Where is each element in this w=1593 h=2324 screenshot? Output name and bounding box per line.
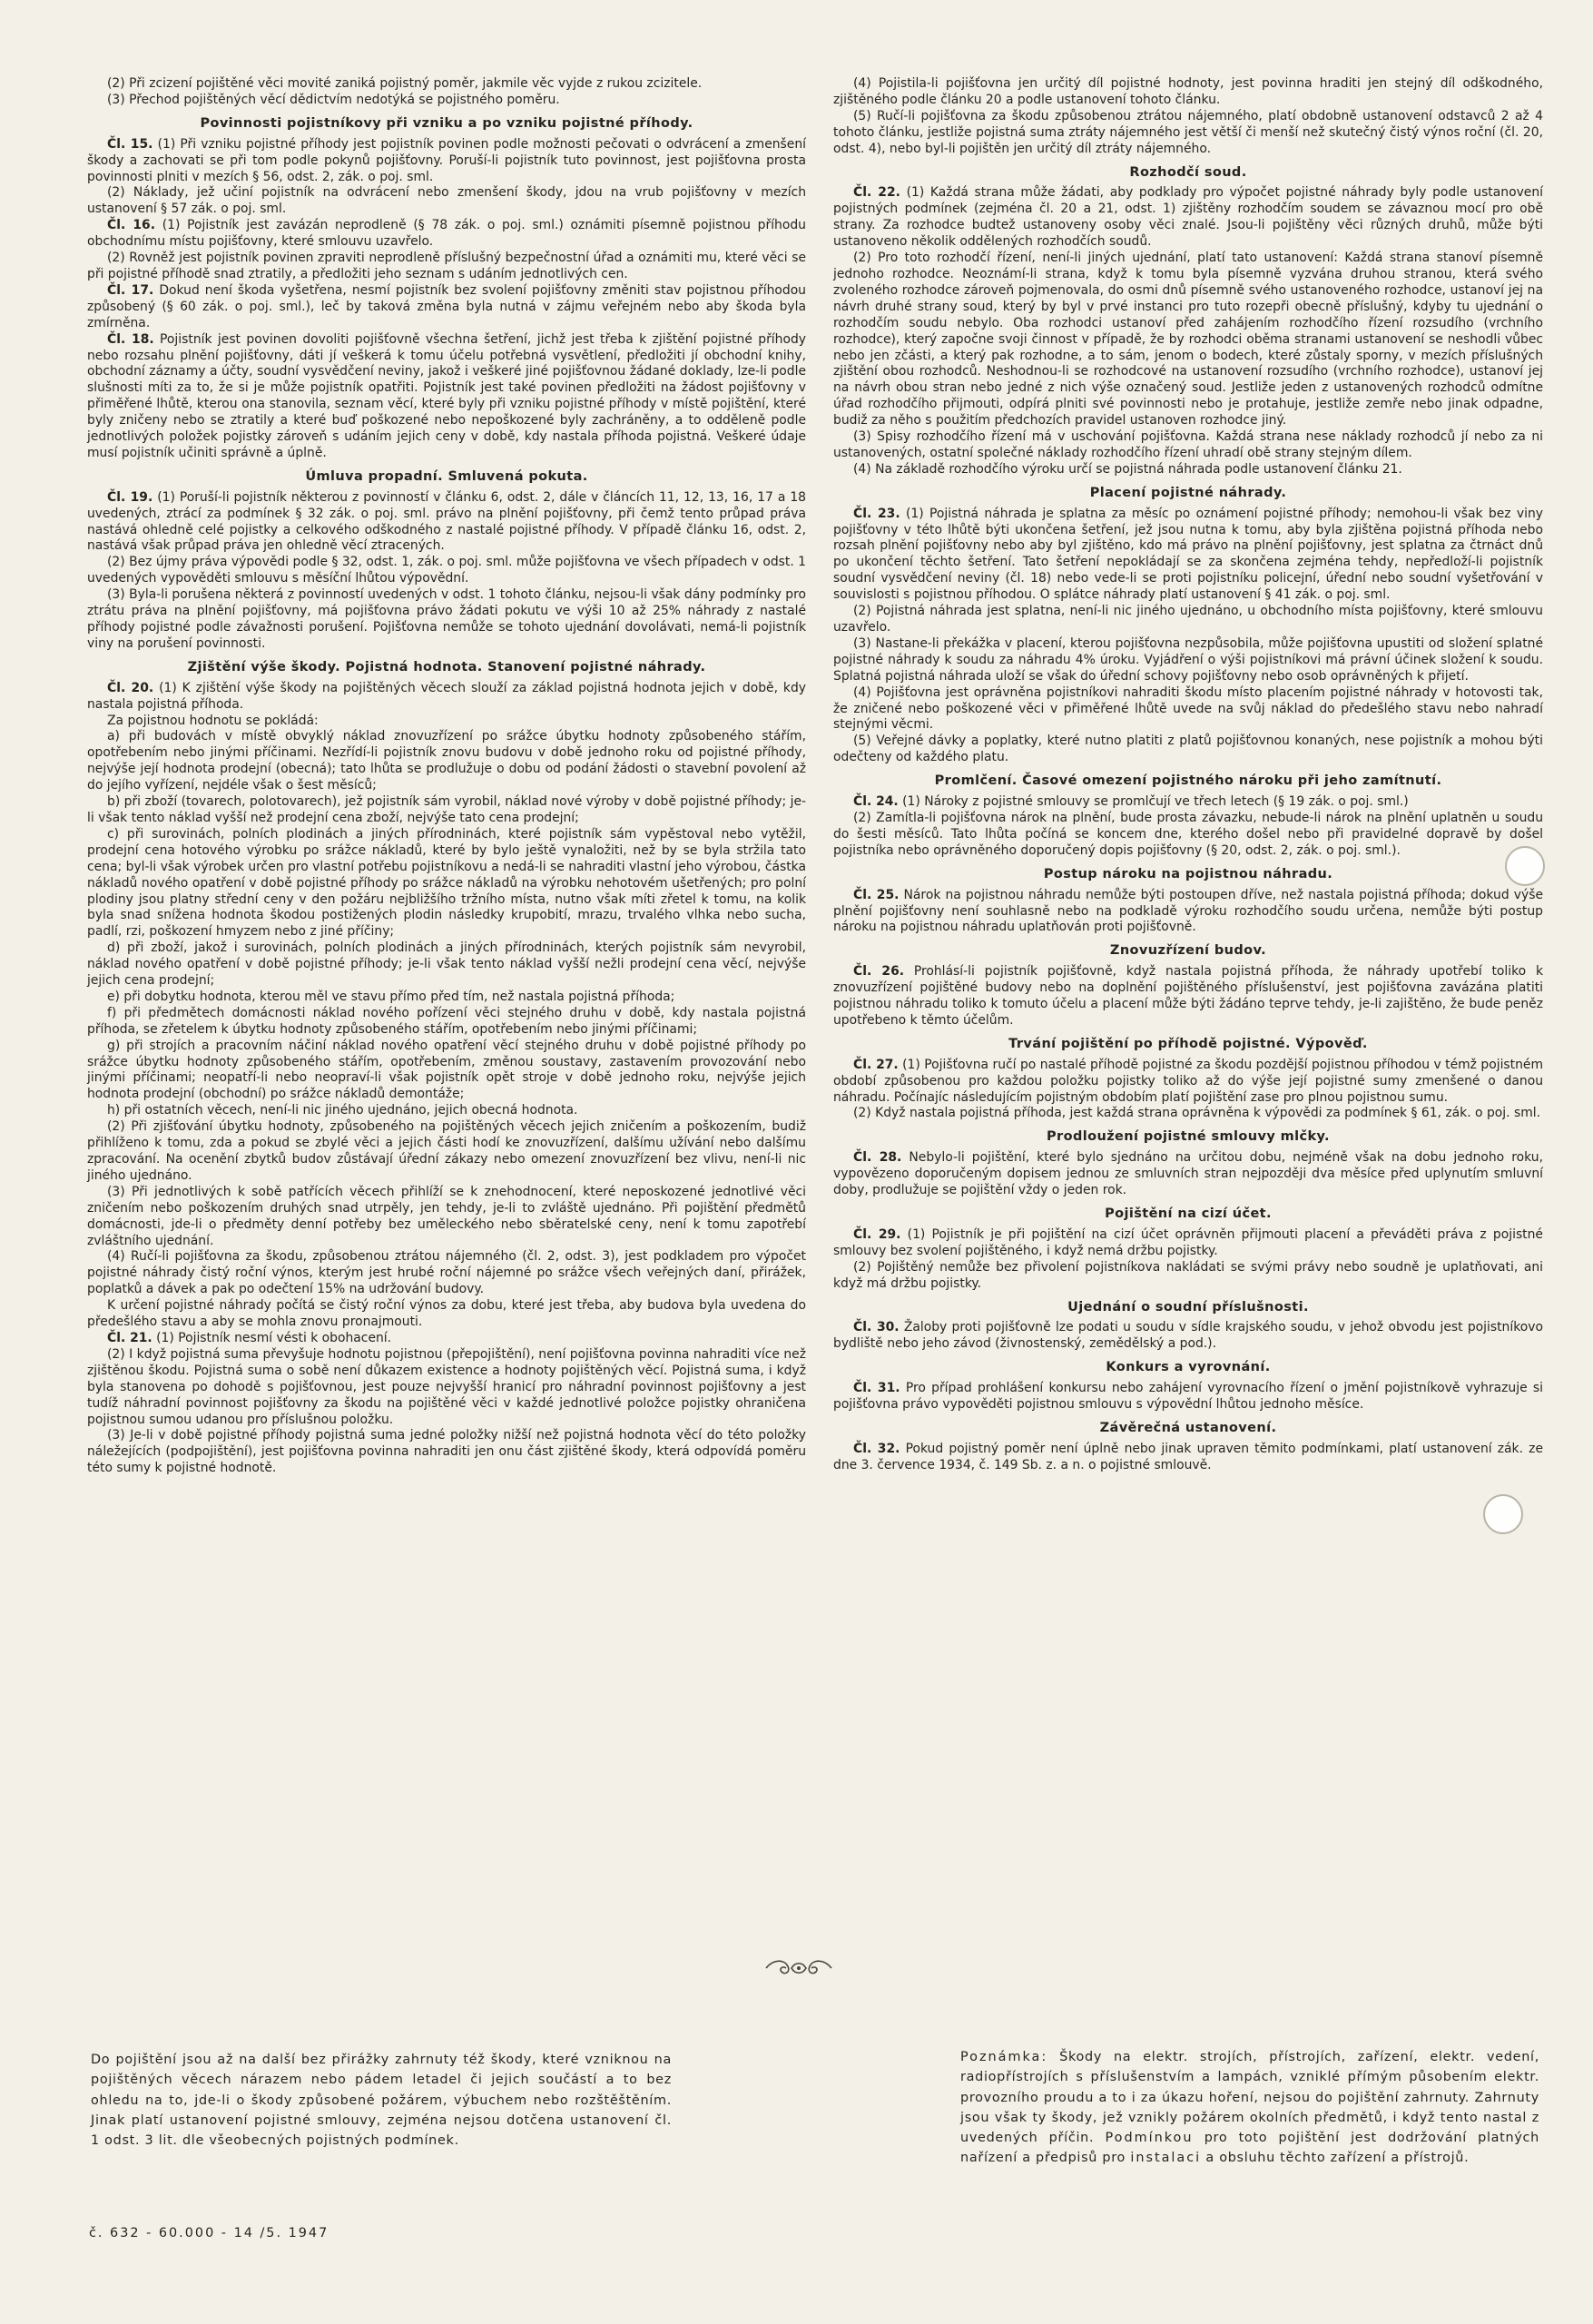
- article-number: Čl. 17.: [107, 282, 154, 298]
- article-paragraph: [833, 1381, 1543, 1413]
- paragraph: [87, 1119, 806, 1185]
- article-paragraph: [87, 218, 806, 251]
- article-paragraph: [833, 1227, 1543, 1260]
- paragraph-text: (1) Pojistník je při pojištění na cizí účet oprávněn přijmouti placení a převáděti práva z pojistné smlouvy bez svolení pojištěného, i když nemá držbu pojistky.: [833, 1226, 1543, 1258]
- section-heading: Pojištění na cizí účet.: [1105, 1206, 1272, 1221]
- paragraph-text: Nebylo-li pojištění, které bylo sjednáno na určitou dobu, nejméně však na dobu jednoho roku, vypovězeno doporučeným dopisem jednou ze smluvních stran nejpozději dva měsíce před uplynutím smluvní doby, prodlužuje se pojištění vždy o jeden rok.: [833, 1150, 1543, 1198]
- paragraph: [87, 1039, 806, 1104]
- article-paragraph: [833, 888, 1543, 937]
- paragraph: [833, 1260, 1543, 1293]
- paragraph-text: (5) Ručí-li pojišťovna za škodu způsobenou ztrátou nájemného, platí obdobně ustanovení odstavců 2 až 4 tohoto článku, jestliže pojistná suma ztráty nájemného jest větší či menší než skutečný čistý výnos roční (čl. 20, odst. 4), nebo byl-li pojištěn jen určitý díl ztráty nájemného.: [833, 108, 1543, 156]
- punch-hole-upper: [1505, 846, 1545, 886]
- paragraph-text: (1) K zjištění výše škody na pojištěných věcech slouží za základ pojistná hodnota jejich v době, kdy nastala pojistná příhoda.: [87, 680, 806, 712]
- paragraph: [87, 714, 806, 730]
- paragraph-text: (4) Na základě rozhodčího výroku určí se pojistná náhrada podle ustanovení článku 21.: [853, 461, 1402, 477]
- paragraph-text: (2) Náklady, jež učiní pojistník na odvrácení nebo zmenšení škody, jdou na vrub pojišťovny v mezích ustanovení § 57 zák. o poj. sml.: [87, 185, 806, 217]
- article-paragraph: [833, 1150, 1543, 1199]
- paragraph: [833, 636, 1543, 685]
- article-number: Čl. 16.: [107, 218, 155, 233]
- paragraph-text: (4) Ručí-li pojišťovna za škodu, způsobenou ztrátou nájemného (čl. 2, odst. 3), jest podkladem pro výpočet pojistné náhrady čistý roční výnos, kterým jest hrubé roční nájemné po srážce všech veřejných daní, přirážek, poplatků a dávek a pak po odečtení 15% na udržování budovy.: [87, 1249, 806, 1297]
- article-paragraph: [87, 1331, 806, 1347]
- paragraph-text: (3) Byla-li porušena některá z povinností uvedených v odst. 1 tohoto článku, nejsou-li však dány podmínky pro ztrátu práva na plnění pojišťovny, má pojišťovna právo žádati pokutu ve výši 10 až 25% náhrady z nastalé příhody pojistné podle závažnosti porušení. Pojišťovna nemůže se tohoto ujednání dovolávati, nemá-li pojistník viny na porušení povinnosti.: [87, 587, 806, 651]
- paragraph: [833, 604, 1543, 636]
- paragraph-text: (3) Nastane-li překážka v placení, kterou pojišťovna nezpůsobila, může pojišťovna upustiti od složení splatné pojistné náhrady k soudu za náhradu 4% úroku. Vyjádření o výši pojistníkovi má právní účinek složení k soudu. Splatná pojistná náhrada uloží se však do úřední schovy pojišťovny nebo osob oprávněných k přijetí.: [833, 635, 1543, 684]
- article-paragraph: [833, 794, 1543, 811]
- note-condition-label: Podmínkou: [1105, 2131, 1194, 2146]
- section-heading: Prodloužení pojistné smlouvy mlčky.: [1047, 1129, 1330, 1145]
- paragraph-text: (1) Pojistník jest zavázán neprodleně (§ 78 zák. o poj. sml.) oznámiti písemně pojistnou příhodu obchodnímu místu pojišťovny, které smlouvu uzavřelo.: [87, 218, 806, 250]
- article-paragraph: [833, 507, 1543, 604]
- paragraph: [87, 990, 806, 1006]
- paragraph: [87, 794, 806, 827]
- paragraph: [87, 1185, 806, 1250]
- article-paragraph: [833, 185, 1543, 251]
- article-number: Čl. 28.: [853, 1150, 902, 1166]
- section-heading: Znovuzřízení budov.: [1109, 943, 1267, 959]
- note-installation-label: instalaci: [1130, 2151, 1202, 2166]
- print-code: č. 632 - 60.000 - 14 /5. 1947: [89, 2226, 329, 2240]
- paragraph-text: (3) Přechod pojištěných věcí dědictvím nedotýká se pojistného poměru.: [107, 92, 560, 107]
- paragraph: [87, 827, 806, 940]
- paragraph-text: (4) Pojišťovna jest oprávněna pojistníkovi nahraditi škodu místo placením pojistné náhrady v hotovosti tak, že zničené nebo poškozené věci v přiměřené lhůtě uvede na svůj náklad do předešlého stavu nebo nahradí stejnými věcmi.: [833, 684, 1543, 733]
- paragraph: [87, 1249, 806, 1298]
- left-text-column: [87, 76, 806, 1477]
- paragraph-text: (2) Zamítla-li pojišťovna nárok na plnění, bude prosta závazku, nebude-li nárok na plnění uplatněn u soudu do šesti měsíců. Tato lhůta počíná se koncem dne, kterého došel nebo při pravidelné dopravě by došel pojistníka nebo oprávněného doporučený dopis pojišťovny (§ 20, odst. 2, zák. o poj. sml.).: [833, 810, 1543, 858]
- paragraph-text: (1) Pojišťovna ručí po nastalé příhodě pojistné za škodu pozdější pojistnou příhodou v témž pojistném období způsobenou pro každou položku pojistky toliko až do výše její pojistné sumy zmenšené o danou náhradu. Počínajíc následujícím pojistným obdobím platí pojištění zase pro plnou pojistnou sumu.: [833, 1057, 1543, 1105]
- paragraph: [87, 1347, 806, 1429]
- section-heading: Závěrečná ustanovení.: [1099, 1420, 1277, 1435]
- paragraph-text: h) při ostatních věcech, není-li nic jiného ujednáno, jejich obecná hodnota.: [107, 1103, 578, 1118]
- punch-hole-lower: [1483, 1494, 1523, 1534]
- paragraph-text: (1) Pojistník nesmí vésti k obohacení.: [156, 1330, 392, 1345]
- paragraph-text: c) při surovinách, polních plodinách a jiných přírodninách, které pojistník sám vypěstoval nebo vytěžil, prodejní cena hotového výrobku po srážce nákladů, které by bylo ještě vynaložiti, než by se byla stržila tato cena; byl-li však výrobek určen pro vlastní potřebu pojistníkovu a nedá-li se nahraditi vlastní jeho výrobou, částka nákladů nového opatření v době pojistné příhody po srážce nákladů na výrobku nehotovém ušetřených; pro polní plodiny jsou platny střední ceny v den požáru nejbližšího tržního místa, nutno však míti zřetel k tomu, na kolik byla snad snížena hodnota škodou postižených plodin následky krupobití, mrazu, trvalého vlhka nebo sucha, padlí, rzi, poškození hmyzem nebo z jiné příčiny;: [87, 826, 806, 940]
- paragraph-text: (2) Pojištěný nemůže bez přivolení pojistníkova nakládati se svými právy nebo soudně je uplatňovati, ani když má držbu pojistky.: [833, 1259, 1543, 1291]
- section-heading: Trvání pojištění po příhodě pojistné. Výpověď.: [1008, 1036, 1368, 1051]
- paragraph-text: (1) Poruší-li pojistník některou z povinností v článku 6, odst. 2, dále v článcích 11, 12, 13, 16, 17 a 18 uvedených, ztrácí za podmínek § 32 zák. o poj. sml. právo na plnění pojišťovny, při čemž tento průpad práva nastává ohledně celé pojistky a celkového odškodného z nastalé pojistné příhody. V případě článku 16, odst. 2, nastává však průpad práva jen ohledně věcí ztracených.: [87, 489, 806, 554]
- article-paragraph: [87, 137, 806, 186]
- paragraph-text: (1) Každá strana může žádati, aby podklady pro výpočet pojistné náhrady byly podle ustanovení pojistných podmínek (zejména čl. 20 a 21, odst. 1) zjištěny rozhodčím soudem se závaznou mocí pro obě strany. Za rozhodce budtež ustanoveny osoby věci znalé. Jsou-li pojištěny věci různých druhů, může býti ustanoveno několik oddělených rozhodčích soudů.: [833, 185, 1543, 250]
- paragraph-text: Za pojistnou hodnotu se pokládá:: [107, 713, 319, 728]
- article-number: Čl. 15.: [107, 136, 153, 152]
- paragraph-text: Žaloby proti pojišťovně lze podati u soudu v sídle krajského soudu, v jehož obvodu jest pojistníkovo bydliště nebo jeho závod (živnostenský, zemědělský a pod.).: [833, 1320, 1543, 1352]
- paragraph: [833, 811, 1543, 860]
- paragraph: [87, 185, 806, 218]
- paragraph: [87, 1428, 806, 1477]
- article-number: Čl. 31.: [853, 1381, 900, 1396]
- paragraph-text: (2) Při zjišťování úbytku hodnoty, způsobeného na pojištěných věcech jejich zničením a poškozením, budiž přihlíženo k tomu, zda a pokud se zbylé věci a jejich části hodí ke znovuzřízení, dalšímu užívání nebo dalšímu zpracování. Na ocenění zbytků budov zůstávají úřední zákazy nebo omezení znovuzřízení bez vlivu, není-li nic jiného ujednáno.: [87, 1119, 806, 1183]
- article-number: Čl. 24.: [853, 794, 899, 810]
- aircraft-damage-note: Do pojištění jsou až na další bez přirážky zahrnuty též škody, které vzniknou na pojištěných věcech nárazem nebo pádem letadel či jejich součástí a to bez ohledu na to, jde-li o škody způsobené požárem, výbuchem nebo rozštěštěním. Jinak platí ustanovení pojistné smlouvy, zejména nejsou dotčena ustanovení čl. 1 odst. 3 lit. dle všeobecných pojistných podmínek.: [91, 2053, 672, 2149]
- paragraph: [87, 1103, 806, 1119]
- section-heading: Konkurs a vyrovnání.: [1106, 1360, 1271, 1375]
- paragraph-text: K určení pojistné náhrady počítá se čistý roční výnos za dobu, které jest třeba, aby budova byla uvedena do předešlého stavu a aby se mohla znovu pronajmouti.: [87, 1298, 806, 1330]
- paragraph-text: (5) Veřejné dávky a poplatky, které nutno platiti z platů pojišťovnou konaných, nese pojistník a mohou býti odečteny od každého platu.: [833, 734, 1543, 765]
- paragraph: [87, 555, 806, 587]
- article-paragraph: [833, 1442, 1543, 1474]
- paragraph-text: (2) Pojistná náhrada jest splatna, není-li nic jiného ujednáno, u obchodního místa pojišťovny, které smlouvu uzavřelo.: [833, 604, 1543, 635]
- article-paragraph: [87, 332, 806, 462]
- paragraph: [87, 940, 806, 990]
- paragraph-text: d) při zboží, jakož i surovinách, polních plodinách a jiných přírodninách, kterých pojistník sám nevyrobil, náklad nového opatření v době pojistné příhody; je-li však tento náklad vyšší nežli prodejní cena věcí, nejvýše jejich cena prodejní;: [87, 940, 806, 989]
- paragraph-text: (2) I když pojistná suma převyšuje hodnotu pojistnou (přepojištění), není pojišťovna povinna nahraditi více než zjištěnou škodu. Pojistná suma o sobě není důkazem existence a hodnoty pojištěných věcí. Pojistná suma, i když byla stanovena po dohodě s pojišťovnou, jest pouze nejvyšší hranicí pro náhradní povinnost pojišťovny a jest tudíž náhradní povinnost pojišťovny za škodu na pojištěné věci v každé jednotlivé položce pojistky ohraničena pojistnou sumou udanou pro příslušnou položku.: [87, 1346, 806, 1427]
- article-paragraph: [833, 1320, 1543, 1353]
- right-text-column: [833, 76, 1543, 1474]
- article-number: Čl. 21.: [107, 1330, 152, 1345]
- note-text: Škody na elektr. strojích, přístrojích, zařízení, elektr. vedení, radiopřístrojích s příslušenstvím a lampách, vzniklé přímým působením elektr. provozního proudu a to i za úkazu hoření, nejsou do pojištění zahrnuty. Zahrnuty jsou však ty škody, jež vznikly požárem okolních předmětů, i když tento nastal z uvedených příčin.: [960, 2050, 1539, 2146]
- article-paragraph: [87, 681, 806, 714]
- section-heading: Postup nároku na pojistnou náhradu.: [1043, 866, 1333, 881]
- article-number: Čl. 32.: [853, 1441, 900, 1456]
- article-number: Čl. 26.: [853, 964, 905, 980]
- paragraph-text: Pro případ prohlášení konkursu nebo zahájení vyrovnacího řízení o jmění pojistníkově vyhrazuje si pojišťovna právo vypověděti pojistnou smlouvu s výpovědní lhůtou jednoho měsíce.: [833, 1381, 1543, 1413]
- article-paragraph: [87, 283, 806, 332]
- paragraph-text: (2) Když nastala pojistná příhoda, jest každá strana oprávněna k výpovědi za podmínek § 61, zák. o poj. sml.: [853, 1106, 1541, 1121]
- paragraph-text: Dokud není škoda vyšetřena, nesmí pojistník bez svolení pojišťovny změniti stav pojistnou příhodou způsobený (§ 60 zák. o poj. sml.), leč by taková změna byla nutná v zájmu veřejném nebo aby škoda byla zmírněna.: [87, 282, 806, 330]
- article-number: Čl. 23.: [853, 506, 900, 521]
- paragraph: [87, 587, 806, 653]
- paragraph: [87, 1006, 806, 1039]
- paragraph-text: (2) Rovněž jest pojistník povinen zpraviti neprodleně příslušný bezpečnostní úřad a oznámiti mu, které věci se při pojistné příhodě snad ztratily, a předložiti jeho seznam s udáním jednotlivých cen.: [87, 251, 806, 281]
- note-installation-text: a obsluhu těchto zařízení a přístrojů.: [1205, 2151, 1470, 2166]
- ornament-flourish-icon: [761, 1954, 837, 1983]
- section-heading: Ujednání o soudní příslušnosti.: [1067, 1299, 1309, 1315]
- paragraph: [87, 729, 806, 794]
- article-number: Čl. 20.: [107, 680, 154, 695]
- note-condition-text: pro toto pojištění jest dodržování platných nařízení a předpisů pro: [960, 2131, 1539, 2166]
- paragraph: [87, 1298, 806, 1331]
- article-paragraph: [87, 490, 806, 556]
- paragraph: [833, 109, 1543, 158]
- paragraph: [87, 76, 806, 93]
- paragraph: [833, 734, 1543, 766]
- paragraph-text: (3) Je-li v době pojistné příhody pojistná suma jedné položky nižší než pojistná hodnota věcí do této položky náležejících (podpojištění), jest pojišťovna povinna nahraditi jen onu část zjištěné škody, která odpovídá poměru této sumy k pojistné hodnotě.: [87, 1428, 806, 1476]
- paragraph: [87, 251, 806, 283]
- article-number: Čl. 27.: [853, 1057, 899, 1072]
- article-paragraph: [833, 1058, 1543, 1107]
- section-heading: Povinnosti pojistníkovy při vzniku a po vzniku pojistné příhody.: [200, 115, 693, 131]
- paragraph-text: f) při předmětech domácnosti náklad nového pořízení věci stejného druhu v době, kdy nastala pojistná příhoda, se zřetelem k úbytku hodnoty způsobeného stářím, opotřebením nebo jinými příčinami;: [87, 1005, 806, 1037]
- article-number: Čl. 22.: [853, 185, 900, 201]
- paragraph-text: Prohlásí-li pojistník pojišťovně, když nastala pojistná příhoda, že náhrady upotřebí toliko k znovuzřízení pojištěné budovy nebo na doplnění pojištěného příslušenství, jest pojišťovna zavázána platiti pojistnou náhradu toliko k tomuto účelu a placení může býti žádáno teprve tehdy, je-li zajištěno, že bude peněz upotřebeno k těmto účelům.: [833, 964, 1544, 1028]
- paragraph-text: e) při dobytku hodnota, kterou měl ve stavu přímo před tím, než nastala pojistná příhoda;: [107, 989, 675, 1004]
- section-heading: Zjištění výše škody. Pojistná hodnota. Stanovení pojistné náhrady.: [187, 659, 706, 675]
- section-heading: Placení pojistné náhrady.: [1089, 485, 1287, 500]
- paragraph-text: (3) Při jednotlivých k sobě patřících věcech přihlíží se k znehodnocení, které neposkozené jednotlivé věci zničením nebo poškozením druhých snad utrpěly, jen tehdy, je-li to zvláště ujednáno. Při pojištění předmětů domácnosti, jde-li o předměty denní potřeby bez uměleckého nebo sběratelské ceny, není k tomu zapotřebí zvláštního ujednání.: [87, 1184, 806, 1248]
- article-number: Čl. 29.: [853, 1226, 901, 1242]
- paragraph-text: (2) Bez újmy práva výpovědi podle § 32, odst. 1, zák. o poj. sml. může pojišťovna ve všech případech v odst. 1 uvedených vypověděti smlouvu s měsíční lhůtou výpovědní.: [87, 555, 806, 586]
- paragraph-text: (1) Pojistná náhrada je splatna za měsíc po oznámení pojistné příhody; nemohou-li však bez viny pojišťovny v této lhůtě býti ukončena šetření, jež jsou nutna k tomu, aby byla zjištěna pojistná příhoda nebo rozsah plnění pojišťovny nebo aby byl zjištěno, kdo má právo na plnění pojišťovny, jest splatna za čtrnáct dnů po ukončení těchto šetření. Tato šetření nepokládají se za skončena zejména tehdy, nepředloží-li pojistník soudní vysvědčení neviny (čl. 18) nebo vede-li se proti pojistníku policejní, úřední nebo soudní vyšetřování v souvislosti s pojistnou příhodou. O splátce náhrady platí ustanovení § 41 zák. o poj. sml.: [833, 506, 1543, 603]
- article-number: Čl. 18.: [107, 331, 154, 347]
- paragraph-text: (2) Při zcizení pojištěné věci movité zaniká pojistný poměr, jakmile věc vyjde z rukou zcizitele.: [107, 76, 703, 91]
- section-heading: Promlčení. Časové omezení pojistného nároku při jeho zamítnutí.: [934, 773, 1442, 789]
- paragraph-text: Pojistník jest povinen dovoliti pojišťovně všechna šetření, jichž jest třeba k zjištění pojistné příhody nebo rozsahu plnění pojišťovny, dáti jí veškerá k tomu účelu potřebná vysvětlení, předložiti jí obchodní knihy, obchodní záznamy a účty, soudní vysvědčení neviny, jakož i veškeré jiné pojišťovnou žádané doklady, lze-li podle slušnosti míti za to, že si je může pojistník opatřiti. Pojistník jest také povinen předložiti na žádost pojišťovny v přiměřené lhůtě, kterou ona stanovila, seznam věcí, které byly při vzniku pojistné příhody v místě pojištění, které byly zničeny nebo se ztratily a které buď poškozené nebo nepoškozené byly zachráněny, a to odděleně podle jednotlivých položek pojistky zároveň s udáním jejich ceny v době, kdy nastala příhoda pojistná. Veškeré údaje musí pojistník učiniti správně a úplně.: [87, 331, 806, 460]
- article-number: Čl. 19.: [107, 489, 153, 505]
- paragraph: [833, 685, 1543, 734]
- article-number: Čl. 25.: [853, 887, 900, 902]
- paragraph: [833, 462, 1543, 478]
- article-number: Čl. 30.: [853, 1320, 900, 1335]
- paragraph-text: a) při budovách v místě obvyklý náklad znovuzřízení po srážce úbytku hodnoty způsobeného stářím, opotřebením nebo jinými příčinami. Nezřídí-li pojistník znovu budovu v době jednoho roku od pojistné příhody, nejvýše její hodnota prodejní (obecná); tato lhůta se prodlužuje o dobu od podání žádosti o stavební povolení až do jejího vyřízení, nejdéle však o šest měsíců;: [87, 729, 806, 793]
- note-label: Poznámka:: [960, 2050, 1048, 2064]
- paragraph-text: (4) Pojistila-li pojišťovna jen určitý díl pojistné hodnoty, jest povinna hraditi jen stejný díl odškodného, zjištěného podle článku 20 a podle ustanovení tohoto článku.: [833, 76, 1543, 107]
- paragraph-text: Pokud pojistný poměr není úplně nebo jinak upraven těmito podmínkami, platí ustanovení zák. ze dne 3. července 1934, č. 149 Sb. z. a n. o pojistné smlouvě.: [833, 1441, 1543, 1472]
- paragraph-text: Nárok na pojistnou náhradu nemůže býti postoupen dříve, než nastala pojistná příhoda; dokud výše plnění pojišťovny není souhlasně nebo na podkladě výroku rozhodčího soudu určena, nemůže býti postup nároku na pojistnou náhradu uplatňován proti pojišťovně.: [833, 887, 1543, 935]
- section-heading: Úmluva propadní. Smluvená pokuta.: [305, 468, 588, 484]
- paragraph: [833, 251, 1543, 429]
- paragraph-text: b) při zboží (tovarech, polotovarech), jež pojistník sám vyrobil, náklad nové výroby v době pojistné příhody; je-li však tento náklad vyšší než prodejní cena zboží, nejvýše tato cena prodejní;: [87, 794, 807, 825]
- section-heading: Rozhodčí soud.: [1129, 164, 1247, 180]
- paragraph-text: (1) Nároky z pojistné smlouvy se promlčují ve třech letech (§ 19 zák. o poj. sml.): [902, 794, 1409, 810]
- article-paragraph: [833, 964, 1543, 1029]
- paragraph-text: (3) Spisy rozhodčího řízení má v uschování pojišťovna. Každá strana nese náklady rozhodců jí nebo za ni ustanovených, ostatní společné náklady rozhodčího řízení uhradí obě strany stejným dílem.: [833, 429, 1543, 460]
- paragraph-text: (1) Při vzniku pojistné příhody jest pojistník povinen podle možnosti pečovati o odvrácení a zmenšení škody a zachovati se při tom podle pokynů pojišťovny. Poruší-li pojistník tuto povinnost, jest pojišťovna prosta povinnosti plniti v mezích § 56, odst. 2, zák. o poj. sml.: [87, 136, 806, 184]
- paragraph: [833, 429, 1543, 462]
- electrical-damage-note: [960, 2047, 1539, 2169]
- paragraph: [833, 76, 1543, 109]
- paragraph: [833, 1106, 1543, 1122]
- paragraph: [87, 93, 806, 109]
- paragraph-text: g) při strojích a pracovním náčiní náklad nového opatření věcí stejného druhu v době pojistné příhody po srážce úbytku hodnoty způsobeného stářím, opotřebením, změnou soustavy, zastavením provozování nebo jinými příčinami; neopatří-li nebo neopraví-li však pojistník opět stroje v době jednoho roku, nejvýše jejich hodnota prodejní (obchodní) po srážce nákladů demontáže;: [87, 1038, 806, 1102]
- paragraph-text: (2) Pro toto rozhodčí řízení, není-li jiných ujednání, platí tato ustanovení: Každá strana stanoví písemně jednoho rozhodce. Neoznámí-li strana, když k tomu byla písemně vyzvána druhou stranou, která svého zvoleného rozhodce zároveň pojmenovala, do osmi dnů písemně svého ustanoveného rozhodce, ustanoví jej na návrh druhé strany soud, který by byl v prvé instanci pro tuto rozepři obecně příslušný, kdyby tu ujednání o rozhodčím soudu nebylo. Oba rozhodci ustanoví před zahájením rozhodčího řízení rozsudího (vrchního rozhodce), který započne svoji činnost v případě, že by rozhodci oběma stranami ustanovení se neshodli vůbec nebo jen zčásti, a který pak rozhodne, a to sám, jenom o bodech, které zůstaly sporny, v mezích příslušných zjištění obou rozhodců. Neshodnou-li se rozhodcové na ustanovení rozsudího (vrchního rozhodce), ustanoví jej na návrh obou stran nebo jedné z nich výše označený soud. Jestliže jeden z ustanovených rozhodců odmítne úřad rozhodčího přijmouti, odpírá plniti své povinnosti nebo je protahuje, jestliže zemře nebo jinak odpadne, budiž za něho s použitím předchozích pravidel ustanoven rozhodce jiný.: [833, 251, 1543, 428]
